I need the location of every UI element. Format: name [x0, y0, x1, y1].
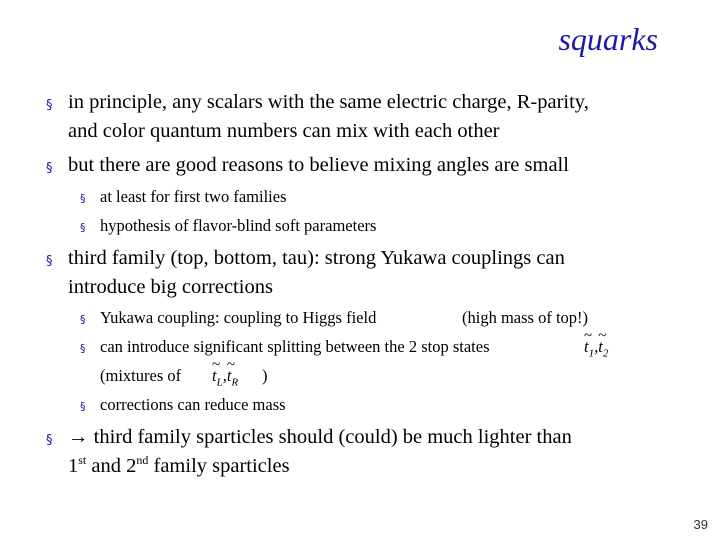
- mixtures-formula: ~ $t_L,\sim$ $t_R$: [212, 366, 238, 386]
- bullet-3-sub-1b: (high mass of top!): [462, 308, 589, 327]
- bullet-3-sub-2-cont-pre: (mixtures of: [100, 366, 182, 385]
- stop-states-formula: ~ $t_1,\sim$ $t_2$: [584, 337, 608, 357]
- sub-bullet-marker: §: [80, 313, 86, 326]
- bullet-marker: §: [46, 254, 53, 269]
- sub-bullet-marker: §: [80, 342, 86, 355]
- bullet-2-sub-2: hypothesis of flavor-blind soft parameters: [100, 216, 377, 235]
- bullet-3-line-2: introduce big corrections: [68, 276, 273, 298]
- bullet-marker: §: [46, 98, 53, 113]
- bullet-2: but there are good reasons to believe mixing angles are small: [68, 154, 569, 176]
- bullet-4-line-1: → third family sparticles should (could) be much lighter than: [68, 426, 572, 448]
- bullet-3-sub-1a: Yukawa coupling: coupling to Higgs field: [100, 308, 377, 327]
- bullet-3-sub-3: corrections can reduce mass: [100, 395, 286, 414]
- bullet-2-sub-1: at least for first two families: [100, 187, 287, 206]
- bullet-3-sub-2-cont-post: ): [262, 366, 268, 385]
- bullet-marker: §: [46, 161, 53, 176]
- slide-title: squarks: [558, 21, 658, 57]
- sub-bullet-marker: §: [80, 192, 86, 205]
- arrow-icon: →: [68, 426, 89, 448]
- bullet-4-line-2: 1st and 2nd family sparticles: [68, 453, 290, 477]
- bullet-marker: §: [46, 433, 53, 448]
- bullet-1-line-2: and color quantum numbers can mix with each other: [68, 120, 500, 142]
- bullet-1-line-1: in principle, any scalars with the same electric charge, R-parity,: [68, 91, 589, 113]
- page-number: 39: [693, 517, 708, 532]
- bullet-3-line-1: third family (top, bottom, tau): strong Yukawa couplings can: [68, 247, 565, 269]
- sub-bullet-marker: §: [80, 400, 86, 413]
- sub-bullet-marker: §: [80, 221, 86, 234]
- bullet-3-sub-2: can introduce significant splitting between the 2 stop states: [100, 337, 490, 356]
